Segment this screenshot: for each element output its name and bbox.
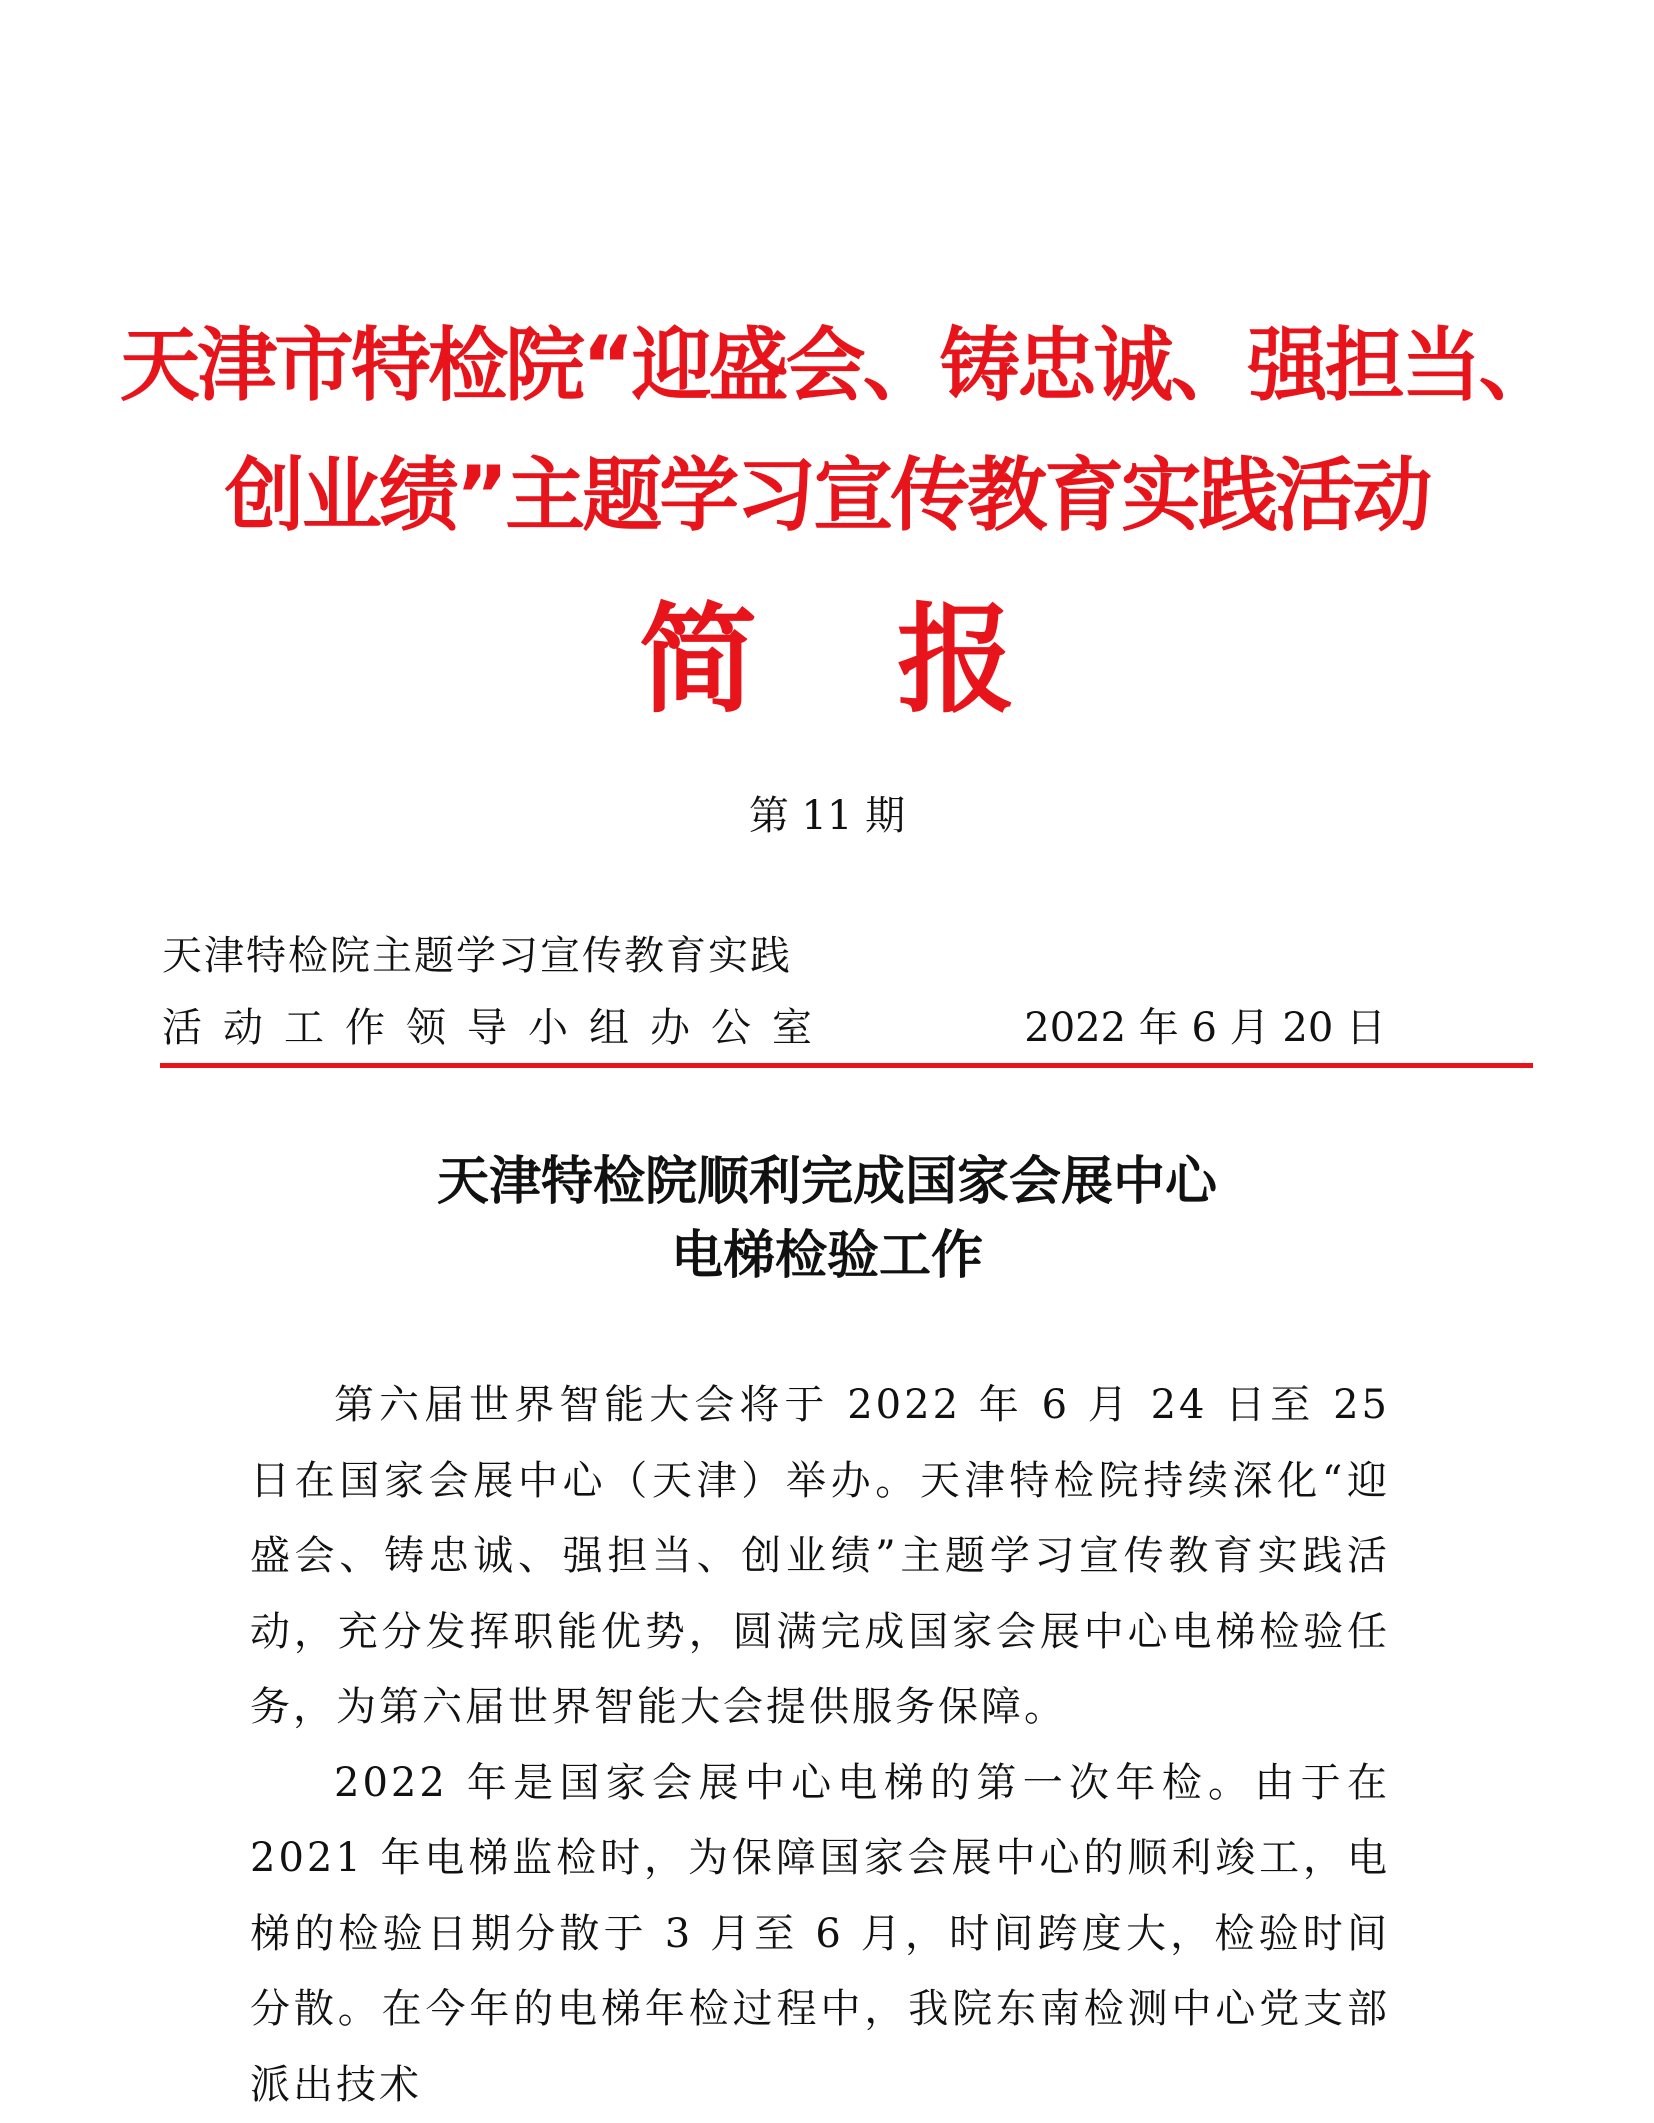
masthead-title-line-1: 天津市特检院“迎盛会、铸忠诚、强担当、: [120, 318, 1534, 414]
issuer-line-2: 活动工作领导小组办公室: [162, 1000, 833, 1056]
issuer-line-1: 天津特检院主题学习宣传教育实践: [162, 928, 792, 984]
article-title-line-1: 天津特检院顺利完成国家会展中心: [120, 1148, 1534, 1216]
article-title-line-2: 电梯检验工作: [120, 1222, 1534, 1290]
masthead-title-line-2: 创业绩”主题学习宣传教育实践活动: [120, 448, 1534, 544]
article-paragraph-2: 2022 年是国家会展中心电梯的第一次年检。由于在 2021 年电梯监检时，为保障国家会展中心的顺利竣工，电梯的检验日期分散于 3 月至 6 月，时间跨度大，检验时间分散。在今年的电梯年检过程中，我院东南检测中心党支部派出技术: [250, 1746, 1390, 2123]
red-divider-rule: [160, 1063, 1533, 1068]
issue-number: 第 11 期: [120, 788, 1534, 844]
article-body: [250, 1368, 1390, 2123]
article-paragraph-1: 第六届世界智能大会将于 2022 年 6 月 24 日至 25 日在国家会展中心（天津）举办。天津特检院持续深化“迎盛会、铸忠诚、强担当、创业绩”主题学习宣传教育实践活动，充分发挥职能优势，圆满完成国家会展中心电梯检验任务，为第六届世界智能大会提供服务保障。: [250, 1368, 1390, 1746]
issue-date: 2022 年 6 月 20 日: [1024, 1000, 1386, 1056]
bulletin-label: 简报: [120, 590, 1534, 730]
